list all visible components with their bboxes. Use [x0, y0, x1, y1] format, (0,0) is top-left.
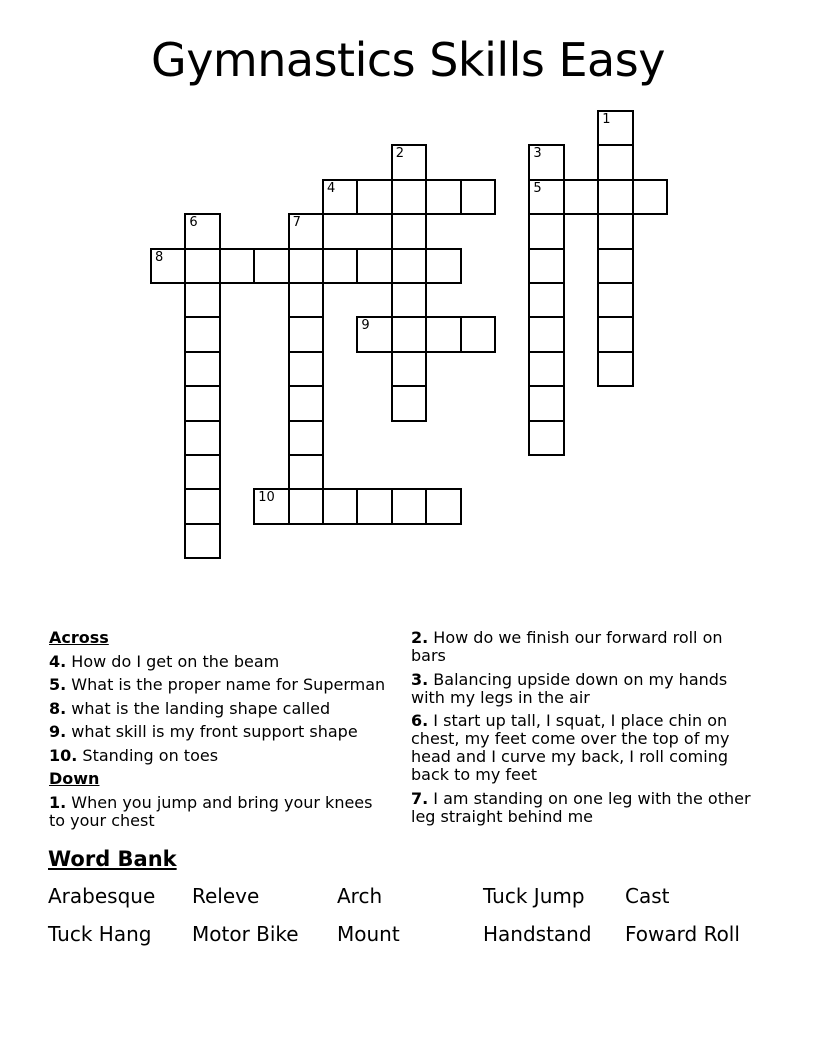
- clue-number: 3.: [411, 669, 429, 689]
- grid-cell[interactable]: [184, 351, 220, 387]
- word-bank-word: Arch: [337, 884, 383, 908]
- cell-number: 3: [533, 146, 542, 162]
- grid-cell[interactable]: [184, 523, 220, 559]
- grid-cell[interactable]: [184, 213, 220, 249]
- grid-cell[interactable]: [184, 385, 220, 421]
- page-title: Gymnastics Skills Easy: [151, 33, 665, 87]
- grid-cell[interactable]: [425, 488, 461, 524]
- grid-cell[interactable]: [322, 248, 358, 284]
- grid-cell[interactable]: [597, 110, 633, 146]
- grid-cell[interactable]: [184, 248, 220, 284]
- grid-cell[interactable]: [184, 420, 220, 456]
- grid-cell[interactable]: [150, 248, 186, 284]
- grid-cell[interactable]: [391, 248, 427, 284]
- grid-cell[interactable]: [597, 282, 633, 318]
- grid-cell[interactable]: [184, 454, 220, 490]
- clue-item: 5. What is the proper name for Superman: [49, 675, 386, 694]
- grid-cell[interactable]: [391, 385, 427, 421]
- cell-number: 6: [189, 215, 198, 231]
- word-bank-word: Mount: [337, 922, 400, 946]
- cell-number: 8: [155, 249, 164, 265]
- word-bank-row: [48, 884, 788, 908]
- clue-item: 7. I am standing on one leg with the other leg straight behind me: [411, 788, 751, 826]
- grid-cell[interactable]: [391, 316, 427, 352]
- grid-cell[interactable]: [528, 213, 564, 249]
- grid-cell[interactable]: [460, 316, 496, 352]
- clue-number: 9.: [49, 722, 67, 741]
- cell-number: 7: [292, 215, 301, 231]
- cell-number: 4: [327, 180, 336, 196]
- grid-cell[interactable]: [356, 179, 392, 215]
- grid-cell[interactable]: [288, 488, 324, 524]
- clue-item: 1. When you jump and bring your knees to your chest: [49, 792, 373, 830]
- clues-right-column: [411, 629, 756, 831]
- grid-cell[interactable]: [288, 248, 324, 284]
- grid-cell[interactable]: [425, 248, 461, 284]
- cell-number: 5: [533, 180, 542, 196]
- word-bank-rows: [48, 884, 788, 946]
- grid-cell[interactable]: [391, 144, 427, 180]
- word-bank: [48, 846, 788, 960]
- clues-left-column: [49, 629, 388, 835]
- word-bank-word: Tuck Jump: [483, 884, 585, 908]
- grid-cell[interactable]: [563, 179, 599, 215]
- grid-cell[interactable]: [184, 282, 220, 318]
- grid-cell[interactable]: [597, 248, 633, 284]
- word-bank-word: Tuck Hang: [48, 922, 152, 946]
- grid-cell[interactable]: [597, 351, 633, 387]
- cell-number: 2: [395, 146, 405, 162]
- word-bank-word: Cast: [625, 884, 670, 908]
- grid-cell[interactable]: [597, 316, 633, 352]
- clue-number: 1.: [49, 792, 67, 812]
- grid-cell[interactable]: [288, 213, 324, 249]
- grid-cell[interactable]: [356, 488, 392, 524]
- grid-cell[interactable]: [597, 213, 633, 249]
- grid-cell[interactable]: [288, 351, 324, 387]
- clue-item: 3. Balancing upside down on my hands with my legs in the air: [411, 669, 728, 707]
- cell-number: 1: [602, 112, 611, 127]
- clue-item: 6. I start up tall, I squat, I place chin on chest, my feet come over the top of my head and I curve my back, I roll coming back to my feet: [411, 711, 730, 784]
- grid-cell[interactable]: [528, 282, 564, 318]
- grid-cell[interactable]: [391, 351, 427, 387]
- grid-cell[interactable]: [528, 420, 564, 456]
- word-bank-word: Handstand: [483, 922, 592, 946]
- grid-cell[interactable]: [597, 179, 633, 215]
- cell-number: 9: [361, 318, 370, 334]
- grid-cell[interactable]: [184, 316, 220, 352]
- grid-cell[interactable]: [184, 488, 220, 524]
- grid-cell[interactable]: [288, 282, 324, 318]
- clue-item: 4. How do I get on the beam: [49, 651, 280, 671]
- clue-item: 9. what skill is my front support shape: [49, 722, 358, 741]
- word-bank-word: Arabesque: [48, 884, 156, 908]
- grid-cell[interactable]: [425, 316, 461, 352]
- word-bank-title: Word Bank: [48, 847, 177, 871]
- grid-cell[interactable]: [391, 282, 427, 318]
- clue-item: 8. what is the landing shape called: [49, 698, 331, 718]
- grid-cell[interactable]: [253, 488, 289, 524]
- clue-number: 5.: [49, 675, 67, 694]
- clue-number: 7.: [411, 788, 429, 808]
- grid-cell[interactable]: [528, 144, 564, 180]
- clue-number: 10.: [49, 745, 78, 765]
- grid-cell[interactable]: [597, 144, 633, 180]
- grid-cell[interactable]: [356, 248, 392, 284]
- grid-cell[interactable]: [322, 179, 358, 215]
- cell-number: 10: [258, 490, 275, 506]
- clue-number: 8.: [49, 698, 67, 718]
- word-bank-word: Motor Bike: [192, 922, 299, 946]
- grid-cell[interactable]: [425, 179, 461, 215]
- clue-number: 6.: [411, 711, 429, 730]
- clue-section-header: Down: [49, 769, 100, 788]
- word-bank-word: Foward Roll: [625, 922, 740, 946]
- clue-number: 2.: [411, 628, 429, 647]
- grid-cell[interactable]: [632, 179, 668, 215]
- grid-cell[interactable]: [528, 385, 564, 421]
- grid-cell[interactable]: [288, 316, 324, 352]
- clue-item: 10. Standing on toes: [49, 745, 219, 765]
- grid-cell[interactable]: [391, 488, 427, 524]
- clue-number: 4.: [49, 651, 67, 671]
- grid-cell[interactable]: [528, 351, 564, 387]
- word-bank-word: Releve: [192, 884, 260, 908]
- clue-item: 2. How do we finish our forward roll on bars: [411, 628, 723, 665]
- grid-cell[interactable]: [322, 488, 358, 524]
- clue-section-header: Across: [49, 628, 109, 647]
- grid-cell[interactable]: [288, 454, 324, 490]
- grid-cell[interactable]: [219, 248, 255, 284]
- grid-cell[interactable]: [528, 248, 564, 284]
- word-bank-row: [48, 922, 788, 946]
- grid-cell[interactable]: [391, 213, 427, 249]
- grid-cell[interactable]: [528, 316, 564, 352]
- grid-cell[interactable]: [288, 420, 324, 456]
- grid-cell[interactable]: [288, 385, 324, 421]
- grid-cell[interactable]: [356, 316, 392, 352]
- grid-cell[interactable]: [391, 179, 427, 215]
- grid-cell[interactable]: [253, 248, 289, 284]
- grid-cell[interactable]: [528, 179, 564, 215]
- grid-cell[interactable]: [460, 179, 496, 215]
